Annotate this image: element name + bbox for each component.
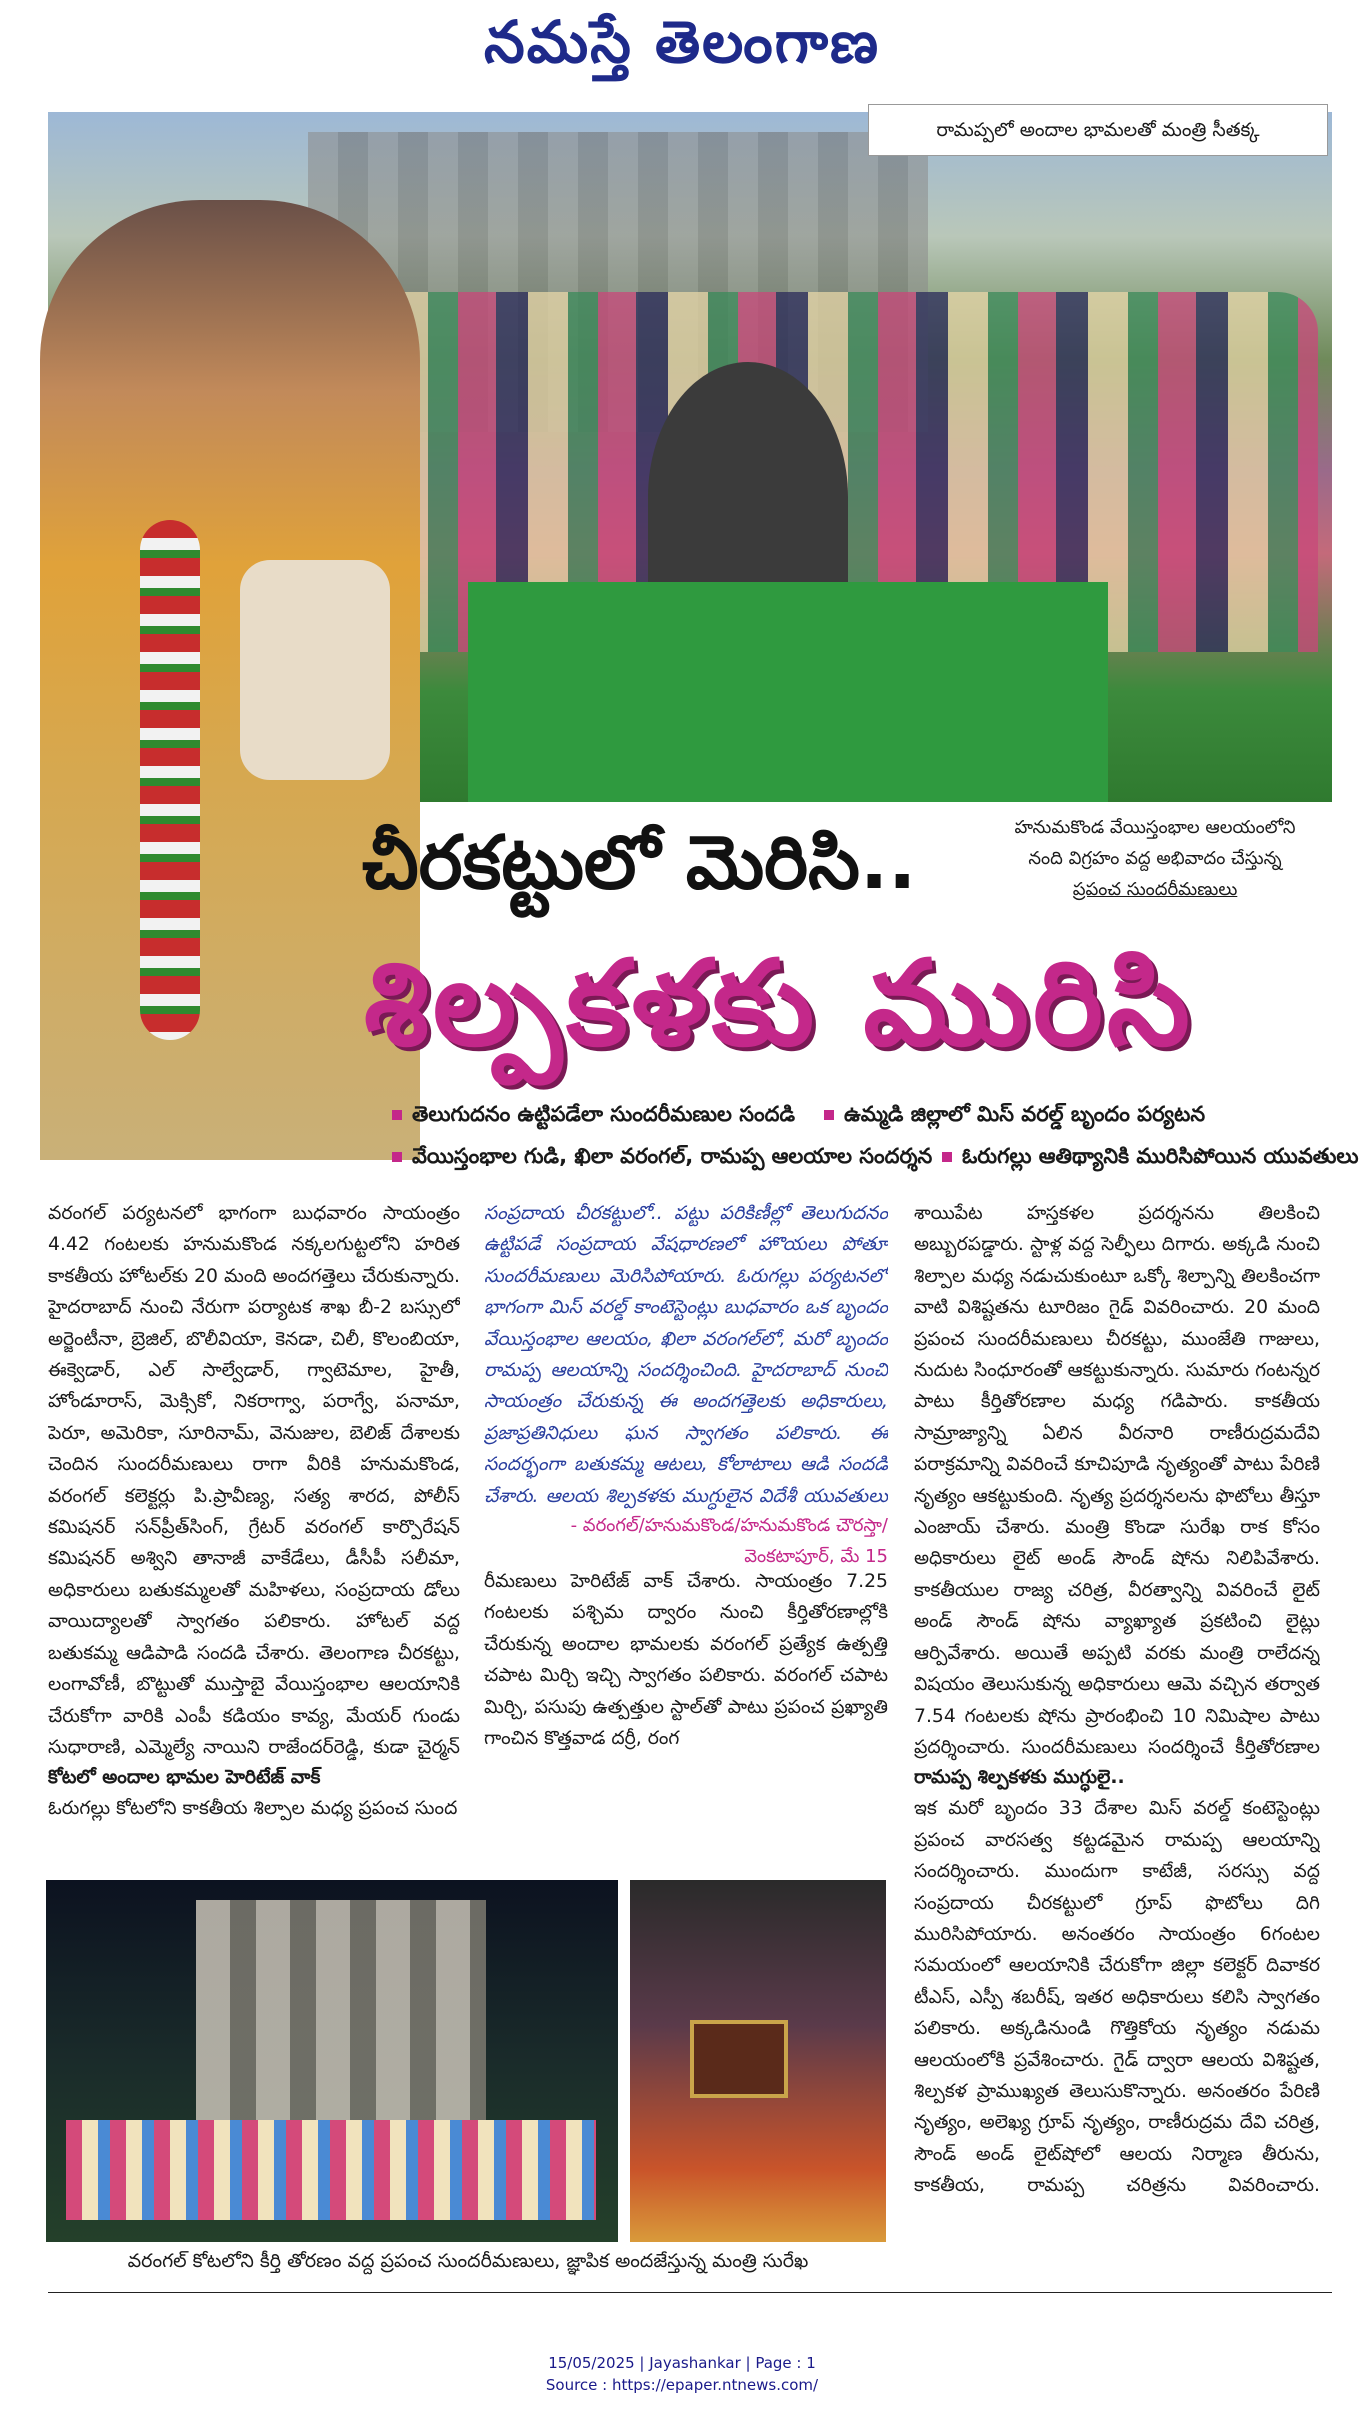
bullet-text: ఓరుగల్లు ఆతిథ్యానికి మురిసిపోయిన యువతులు: [962, 1144, 1359, 1168]
footer-divider: [48, 2292, 1332, 2293]
bullet-square-icon: [942, 1152, 952, 1162]
photo-memento: [630, 1880, 886, 2242]
headline-secondary: శిల్పకళకు మురిసి: [364, 934, 1194, 1072]
dateline: - వరంగల్/హనుమకొండ/హనుమకొండ చౌరస్తా/ వెంకటాపూర్, మే 15: [570, 1515, 888, 1568]
column-1-body: వరంగల్ పర్యటనలో భాగంగా బుధవారం సాయంత్రం 4.42 గంటలకు హనుమకొండ నక్కలగుట్టలోని హరిత కాకతీయ హోటల్‌కు 20 మంది అందగత్తెలు చేరుకున్నారు. హైదరాబాద్ నుంచి నేరుగా పర్యాటక శాఖ బీ-2 బస్సులో అర్జెంటీనా, బ్రెజిల్, బొలీవియా, కెనడా, చిలీ, కొలంబియా, ఈక్వెడార్, ఎల్ సాల్వేడార్, గ్వాటెమాల, హైతీ, హోండూరాస్, మెక్సికో, నికరాగ్వా, పరాగ్వే, పనామా, పెరూ, అమెరికా, సూరినామ్, వెనుజుల, బెలిజ్ దేశాలకు చెందిన సుందరీమణులు రాగా వీరికి హనుమకొండ, వరంగల్ కలెక్టర్లు పి.ప్రావీణ్య, సత్య శారద, పోలీస్ కమిషనర్ సన్‌ప్రీత్‌సింగ్, గ్రేటర్ వరంగల్ కార్పొరేషన్ కమిషనర్ అశ్విని తానాజీ వాకేడేలు, డీసీపీ సలీమా, అధికారులు బతుకమ్మలతో మహిళలు, సంప్రదాయ డోలు వాయిద్యాలతో స్వాగతం పలికారు. హోటల్ వద్ద బతుకమ్మ ఆడిపాడి సందడి చేశారు. తెలంగాణ చీరకట్టు, లంగావోణీ, బొట్టుతో ముస్తాబై వేయిస్తంభాల ఆలయానికి చేరుకోగా వారికి ఎంపీ కడియం కావ్య, మేయర్ గుండు సుధారాణి, ఎమ్మెల్యే నాయిని రాజేందర్‌రెడ్డి, కుడా చైర్మన్: [48, 1203, 460, 1758]
caption-top: రామప్పలో అందాల భామలతో మంత్రి సీతక్క: [868, 104, 1328, 156]
bullet-square-icon: [824, 1110, 834, 1120]
footer-date-page: 15/05/2025 | Jayashankar | Page : 1: [548, 2354, 816, 2372]
bullet-item: [942, 1144, 1359, 1174]
contestants-row: [66, 2120, 596, 2220]
bullet-item: [392, 1144, 932, 1174]
intro-quote: సంప్రదాయ చీరకట్టులో.. పట్టు పరికిణీల్లో తెలుగుదనం ఉట్టిపడే సంప్రదాయ వేషధారణలో హొయలు పోతూ సుందరీమణులు మెరిసిపోయారు. ఓరుగల్లు పర్యటనలో భాగంగా మిస్ వరల్డ్ కాంటెస్టెంట్లు బుధవారం ఒక బృందం వేయిస్తంభాల ఆలయం, ఖిలా వరంగల్‌లో, మరో బృందం రామప్ప ఆలయాన్ని సందర్శించింది. హైదరాబాద్ నుంచి సాయంత్రం చేరుకున్న ఈ అందగత్తెలకు అధికారులు, ప్రజాప్రతినిధులు ఘన స్వాగతం పలికారు. ఈ సందర్భంగా బతుకమ్మ ఆటలు, కోలాటాలు ఆడి సందడి చేశారు. ఆలయ శిల్పకళకు ముగ్ధులైన విదేశీ యువతులు: [484, 1203, 888, 1507]
column-2-body: రీమణులు హెరిటేజ్ వాక్ చేశారు. సాయంత్రం 7.25 గంటలకు పశ్చిమ ద్వారం నుంచి కీర్తితోరణాల్లోకి చేరుకున్న అందాల భామలకు వరంగల్ ప్రత్యేక ఉత్పత్తి చపాట మిర్చి ఇచ్చి స్వాగతం పలికారు. వరంగల్ చపాట మిర్చి, పసుపు ఉత్పత్తుల స్టాల్‌తో పాటు ప్రపంచ ప్రఖ్యాతి గాంచిన కొత్తవాడ దర్రీ, రంగ: [484, 1571, 888, 1750]
green-carpet: [468, 582, 1108, 802]
column-3-subhead: రామప్ప శిల్పకళకు ముగ్ధులై..: [914, 1767, 1125, 1788]
bullet-item: [824, 1102, 1205, 1132]
column-1-subhead: కోటలో అందాల భామల హెరిటేజ్ వాక్: [48, 1767, 321, 1788]
bullet-text: తెలుగుదనం ఉట్టిపడేలా సుందరీమణుల సందడి: [412, 1102, 795, 1126]
bullet-text: వేయిస్తంభాల గుడి, ఖిలా వరంగల్, రామప్ప ఆలయాల సందర్శన: [412, 1144, 933, 1168]
caption-right: [990, 812, 1320, 905]
photo-kirti-thoranam: [46, 1880, 618, 2242]
article-column-3: [914, 1198, 1320, 2201]
column-3-body: శాయిపేట హస్తకళల ప్రదర్శనను తిలకించి అబ్బురపడ్డారు. స్టాళ్ల వద్ద సెల్ఫీలు దిగారు. అక్కడి నుంచి శిల్పాల మధ్య నడుచుకుంటూ ఒక్కో శిల్పాన్ని తిలకించగా వాటి విశిష్టతను టూరిజం గైడ్ వివరించారు. 20 మంది ప్రపంచ సుందరీమణులు చీరకట్టు, ముంజేతి గాజులు, నుదుట సింధూరంతో ఆకట్టుకున్నారు. సుమారు గంటన్నర పాటు కీర్తితోరణాల మధ్య గడిపారు. కాకతీయ సామ్రాజ్యాన్ని ఏలిన వీరనారి రాణీరుద్రమదేవి పరాక్రమాన్ని వివరించే కూచిపూడి నృత్యంతో పాటు పేరిణి నృత్యం ఆకట్టుకుంది. నృత్య ప్రదర్శనలను ఫొటోలు తీస్తూ ఎంజాయ్ చేశారు. మంత్రి కొండా సురేఖ రాక కోసం అధికారులు లైట్ అండ్ సౌండ్ షోను నిలిపివేశారు. కాకతీయుల రాజ్య చరిత్ర, వీరత్వాన్ని వివరించే లైట్ అండ్ సౌండ్ షోను వ్యాఖ్యాత ప్రకటించి లైట్లు ఆర్పివేశారు. అయితే అప్పటి వరకు మంత్రి రాలేదన్న విషయం తెలుసుకున్న అధికారులు ఆమె వచ్చిన తర్వాత 7.54 గంటలకు షోను ప్రారంభించి 10 నిమిషాల పాటు ప్రదర్శించారు. సుందరీమణులు సందర్శించే కీర్తితోరణాల: [914, 1203, 1320, 1758]
article-column-2: [484, 1198, 888, 1573]
article-column-2-continued: [484, 1566, 888, 1816]
memento-plaque: [690, 2020, 788, 2098]
caption-bottom: వరంగల్ కోటలోని కీర్తి తోరణం వద్ద ప్రపంచ సుందరీమణులు, జ్ఞాపిక అందజేస్తున్న మంత్రి సురేఖ: [127, 2250, 809, 2272]
caption-right-line: నంది విగ్రహం వద్ద అభివాదం చేస్తున్న: [1028, 848, 1282, 869]
bullet-item: [392, 1102, 795, 1132]
photo-contestant-waving: [40, 200, 420, 1160]
column-3-body-b: ఇక మరో బృందం 33 దేశాల మిస్ వరల్డ్ కంటెస్టెంట్లు ప్రపంచ వారసత్వ కట్టడమైన రామప్ప ఆలయాన్ని సందర్శించారు. ముందుగా కాటేజీ, సరస్సు వద్ద సంప్రదాయ చీరకట్టులో గ్రూప్ ఫొటోలు దిగి మురిసిపోయారు. అనంతరం సాయంత్రం 6గంటల సమయంలో ఆలయానికి చేరుకోగా జిల్లా కలెక్టర్ దివాకర టీఎస్, ఎస్పీ శబరీష్, ఇతర అధికారులు కలిసి స్వాగతం పలికారు. అక్కడినుండి గొత్తికోయ నృత్యం నడుమ ఆలయంలోకి ప్రవేశించారు. గైడ్ ద్వారా ఆలయ విశిష్టత, శిల్పకళ ప్రాముఖ్యత తెలుసుకొన్నారు. అనంతరం పేరిణి నృత్యం, అలెఖ్య గ్రూప్ నృత్యం, రాణీరుద్రమ దేవి చరిత్ర, సౌండ్ అండ్ లైట్‌షోలో ఆలయ నిర్మాణ తీరును, కాకతీయ, రామప్ప చరిత్రను వివరించారు.: [914, 1798, 1320, 2197]
bouquet: [240, 560, 390, 780]
page-footer: [0, 2352, 1364, 2396]
article-column-1: [48, 1198, 460, 1825]
bullet-square-icon: [392, 1110, 402, 1120]
footer-source[interactable]: Source : https://epaper.ntnews.com/: [545, 2376, 819, 2394]
column-1-tail: ఓరుగల్లు కోటలోని కాకతీయ శిల్పాల మధ్య ప్రపంచ సుంద: [48, 1798, 458, 1820]
bullet-square-icon: [392, 1152, 402, 1162]
caption-right-line: ప్రపంచ సుందరీమణులు: [1072, 879, 1238, 900]
caption-right-line: హనుమకొండ వేయిస్తంభాల ఆలయంలోని: [1014, 817, 1296, 838]
flower-garland: [140, 520, 200, 1040]
bullet-text: ఉమ్మడి జిల్లాలో మిస్ వరల్డ్ బృందం పర్యటన: [844, 1102, 1206, 1126]
headline-primary: చీరకట్టులో మెరిసి..: [362, 820, 917, 906]
newspaper-masthead: నమస్తే తెలంగాణ: [484, 8, 880, 76]
